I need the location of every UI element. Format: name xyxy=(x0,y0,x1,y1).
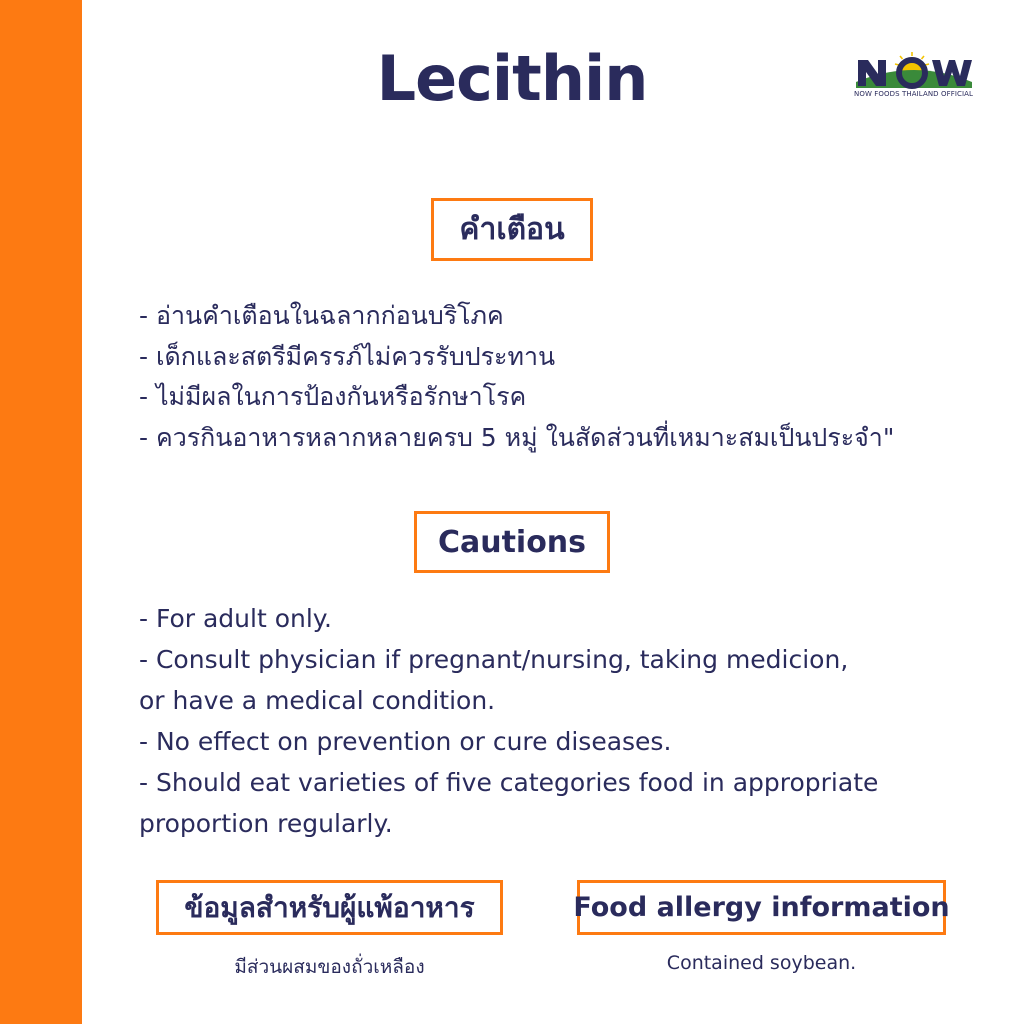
thai-warning-list xyxy=(139,296,959,458)
list-item: - ควรกินอาหารหลากหลายครบ 5 หมู่ ในสัดส่วนที่เหมาะสมเป็นประจำ" xyxy=(139,422,895,452)
list-item: - For adult only. xyxy=(139,604,332,633)
orange-side-bar xyxy=(0,0,82,1024)
page-title: Lecithin xyxy=(376,42,648,115)
cautions-heading: Cautions xyxy=(414,511,610,573)
allergy-thai-note: มีส่วนผสมของถั่วเหลือง xyxy=(234,956,425,978)
list-item: - อ่านคำเตือนในฉลากก่อนบริโภค xyxy=(139,301,504,330)
list-item: - เด็กและสตรีมีครรภ์ไม่ควรรับประทาน xyxy=(139,341,556,371)
list-item: - Consult physician if pregnant/nursing, taking medicion, xyxy=(139,645,849,674)
list-item: - No effect on prevention or cure diseases. xyxy=(139,727,672,756)
cautions-list xyxy=(139,598,959,844)
allergy-english-note: Contained soybean. xyxy=(666,952,857,974)
list-item: or have a medical condition. xyxy=(139,686,496,715)
list-item: proportion regularly. xyxy=(139,809,393,838)
brand-subtitle: NOW FOODS THAILAND OFFICIAL xyxy=(854,90,974,98)
allergy-thai-heading: ข้อมูลสำหรับผู้แพ้อาหาร xyxy=(156,880,503,935)
list-item: - Should eat varieties of five categories food in appropriate xyxy=(139,768,879,797)
thai-warning-heading: คำเตือน xyxy=(431,198,593,261)
allergy-english-heading: Food allergy information xyxy=(577,880,946,935)
list-item: - ไม่มีผลในการป้องกันหรือรักษาโรค xyxy=(139,382,527,411)
